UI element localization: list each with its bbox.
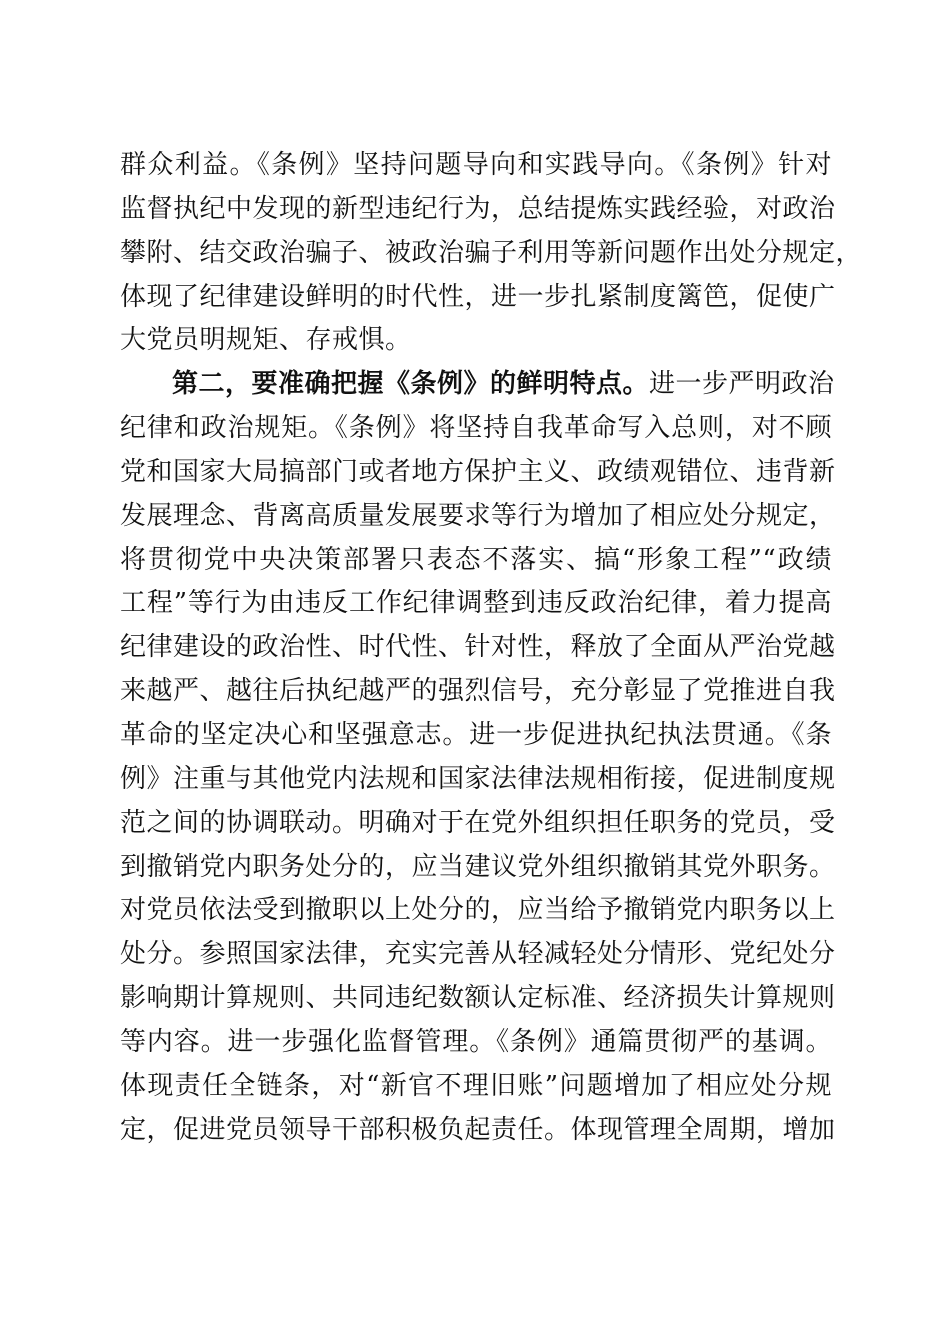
text-line: 革命的坚定决心和坚强意志。进一步促进执纪执法贯通。《条 — [120, 719, 832, 750]
text-line: 监督执纪中发现的新型违纪行为，总结提炼实践经验，对政治 — [120, 193, 836, 224]
text-line: 范之间的协调联动。明确对于在党外组织担任职务的党员，受 — [120, 807, 836, 838]
text-line: 对党员依法受到撤职以上处分的，应当给予撤销党内职务以上 — [120, 895, 836, 926]
text-line: 群众利益。《条例》坚持问题导向和实践导向。《条例》针对 — [120, 150, 832, 180]
text-line: 发展理念、背离高质量发展要求等行为增加了相应处分规定， — [120, 500, 836, 531]
text-line: 将贯彻党中央决策部署只表态不落实、搞“形象工程”“政绩 — [120, 544, 832, 575]
text-line: 纪律和政治规矩。《条例》将坚持自我革命写入总则，对不顾 — [120, 413, 832, 444]
text-line: 体现责任全链条，对“新官不理旧账”问题增加了相应处分规 — [120, 1070, 832, 1101]
section-heading: 第二，要准确把握《条例》的鲜明特点。 — [172, 369, 650, 400]
body-text — [120, 144, 863, 1152]
text-line: 大党员明规矩、存戒惧。 — [120, 325, 412, 356]
paragraph-start-line — [120, 363, 835, 407]
text-line: 来越严、越往后执纪越严的强烈信号，充分彰显了党推进自我 — [120, 676, 836, 707]
text-line: 定，促进党员领导干部积极负起责任。体现管理全周期，增加 — [120, 1114, 836, 1145]
text-line: 例》注重与其他党内法规和国家法律法规相衔接，促进制度规 — [120, 763, 836, 794]
text-line: 纪律建设的政治性、时代性、针对性，释放了全面从严治党越 — [120, 632, 836, 663]
text-line: 处分。参照国家法律，充实完善从轻减轻处分情形、党纪处分 — [120, 939, 836, 970]
text-line: 等内容。进一步强化监督管理。《条例》通篇贯彻严的基调。 — [120, 1026, 832, 1057]
text-line: 攀附、结交政治骗子、被政治骗子利用等新问题作出处分规定， — [120, 237, 863, 268]
text-line: 体现了纪律建设鲜明的时代性，进一步扎紧制度篱笆，促使广 — [120, 281, 836, 312]
text-line: 党和国家大局搞部门或者地方保护主义、政绩观错位、违背新 — [120, 456, 836, 487]
text-line: 到撤销党内职务处分的，应当建议党外组织撤销其党外职务。 — [120, 851, 836, 882]
text-run: 进一步严明政治 — [649, 369, 835, 400]
text-line: 工程”等行为由违反工作纪律调整到违反政治纪律，着力提高 — [120, 588, 832, 619]
text-line: 影响期计算规则、共同违纪数额认定标准、经济损失计算规则 — [120, 983, 836, 1014]
